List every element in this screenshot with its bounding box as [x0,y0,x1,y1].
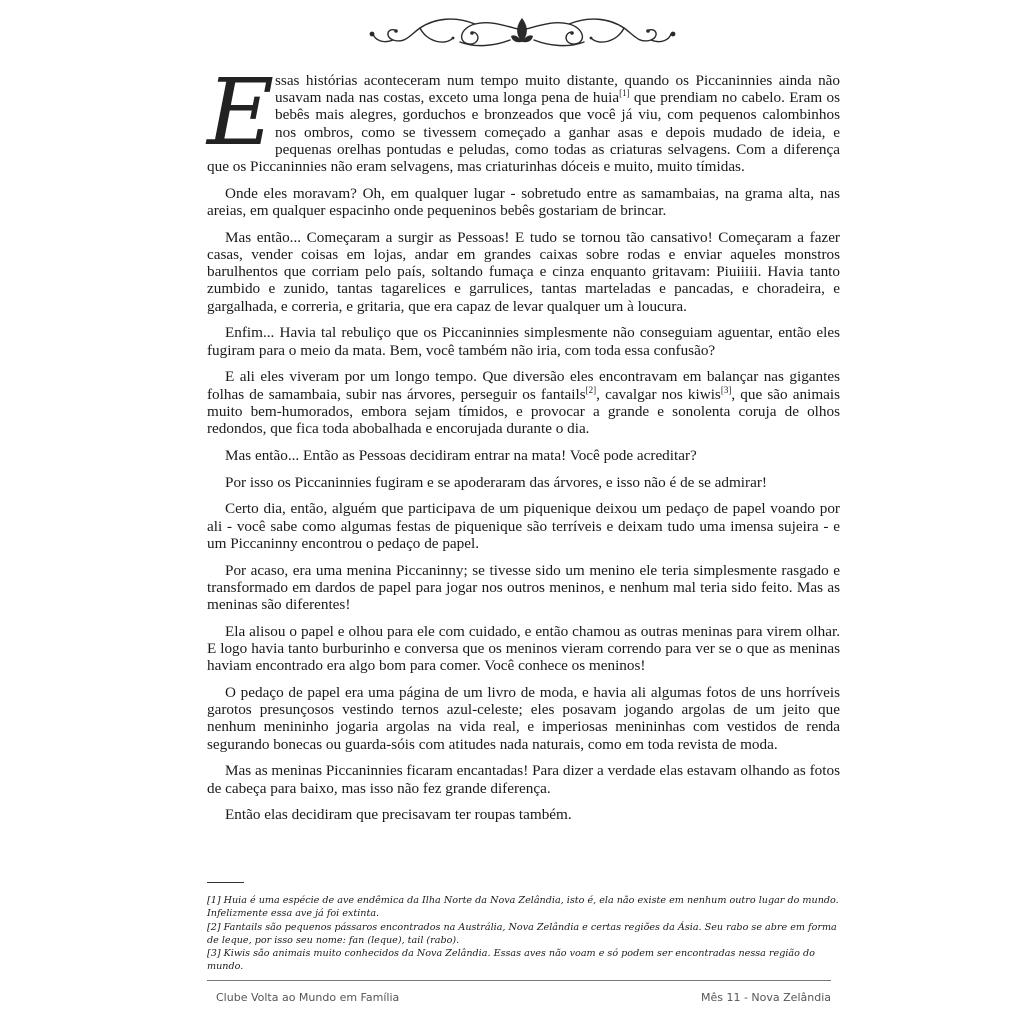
paragraph: Mas então... Então as Pessoas decidiram entrar na mata! Você pode acreditar? [225,446,697,464]
footnote-divider [207,882,244,883]
paragraph: Certo dia, então, alguém que participava de um piquenique deixou um pedaço de papel voando por ali - você sabe como algumas festas de piquenique são terríveis e deixam tudo uma imensa sujeira - e um Piccaninny encontrou o pedaço de papel. [207,500,840,552]
footnote-ref[interactable]: [2] [585,384,597,395]
body-text [207,59,840,833]
paragraph: O pedaço de papel era uma página de um livro de moda, e havia ali algumas fotos de uns horríveis garotos presunçosos vestindo ternos azul-celeste; eles posavam jogando argolas de um jeito que nenhum menininho jogaria argolas na vida real, e imperiosas menininhas com vestidos de renda segurando bonecas ou guarda-sóis com atitudes nada naturais, como em toda revista de moda. [207,684,840,753]
paragraph: E ali eles viveram por um longo tempo. Que diversão eles encontravam em balançar nas gigantes folhas de samambaia, subir nas árvores, perseguir os fantails[2], cavalgar nos kiwis[3], que são animais muito bem-humorados, embora sejam tímidos, e provocar a grande e sonolenta coruja de olhos redondos, que fica toda abobalhada e encorujada durante o dia. [207,368,840,438]
footnote: [3] Kiwis são animais muito conhecidos da Nova Zelândia. Essas aves não voam e só podem ser encontradas nessa região do mundo. [207,948,815,973]
footer-club-name: Clube Volta ao Mundo em Família [216,991,400,1004]
footer-divider [207,980,831,981]
paragraph: Mas as meninas Piccaninnies ficaram encantadas! Para dizer a verdade elas estavam olhando as fotos de cabeça para baixo, mas isso não fez grande diferença. [207,762,840,797]
paragraph: Onde eles moravam? Oh, em qualquer lugar - sobretudo entre as samambaias, na grama alta, nas areias, em qualquer espacinho onde pequeninos bebês gostariam de brincar. [207,184,840,220]
drop-cap: E [207,59,275,166]
footnote-ref[interactable]: [1] [619,88,630,99]
paragraph: Mas então... Começaram a surgir as Pessoas! E tudo se tornou tão cansativo! Começaram a fazer casas, vender coisas em lojas, andar em grandes caixas sobre rodas e enviar aqueles monstros barulhentos que corriam pelo país, soltando fumaça e cinza enquanto gritavam: Piuiiiii. Havia tanto zumbido e zunido, tantas tagarelices e garrulices, tantas marteladas e pancadas, e choradeira, e gargalhada, e correria, e gritaria, que era capaz de levar qualquer um à loucura. [207,228,840,315]
footnotes [207,894,840,974]
paragraph: Por isso os Piccaninnies fugiram e se apoderaram das árvores, e isso não é de se admirar! [225,473,767,491]
paragraph: Então elas decidiram que precisavam ter roupas também. [225,806,572,824]
decorative-ornament-icon [365,12,680,56]
footer-month-label: Mês 11 - Nova Zelândia [700,991,831,1004]
footnote: [1] Huia é uma espécie de ave endêmica da Ilha Norte da Nova Zelândia, isto é, ela não existe em nenhum outro lugar do mundo. Infelizmente essa ave já foi extinta. [207,895,839,920]
paragraph: Por acaso, era uma menina Piccaninny; se tivesse sido um menino ele teria simplesmente rasgado e transformado em dardos de papel para jogar nos outros meninos, e nenhum mal teria sido feito. Mas as meninas são diferentes! [207,561,840,614]
paragraph: Ela alisou o papel e olhou para ele com cuidado, e então chamou as outras meninas para virem olhar. E logo havia tanto burburinho e conversa que os meninos vieram correndo para ver se o que as meninas haviam encontrado era algo bom para comer. Você conhece os meninos! [207,622,840,675]
paragraph: Enfim... Havia tal rebuliço que os Piccaninnies simplesmente não conseguiam aguentar, então eles fugiram para o meio da mata. Bem, você também não iria, com toda essa confusão? [207,324,840,359]
paragraph: Essas histórias aconteceram num tempo muito distante, quando os Piccaninnies ainda não usavam nada nas costas, exceto uma longa pena de huia[1] que prendiam no cabelo. Eram os bebês mais alegres, gorduchos e bronzeados que você já viu, com pequenos calombinhos nos ombros, como se tivessem começado a ganhar asas e depois mudado de ideia, e pequenas orelhas pontudas e peludas, como todas as criaturas selvagens. Com a diferença que os Piccaninnies não eram selvagens, mas criaturinhas dóceis e muito, muito tímidas. [207,59,840,176]
footnote: [2] Fantails são pequenos pássaros encontrados na Austrália, Nova Zelândia e certas regiões da Ásia. Seu rabo se abre em forma de leque, por isso seu nome: fan (leque), tail (rabo). [207,921,837,946]
footnote-ref[interactable]: [3] [720,384,732,395]
